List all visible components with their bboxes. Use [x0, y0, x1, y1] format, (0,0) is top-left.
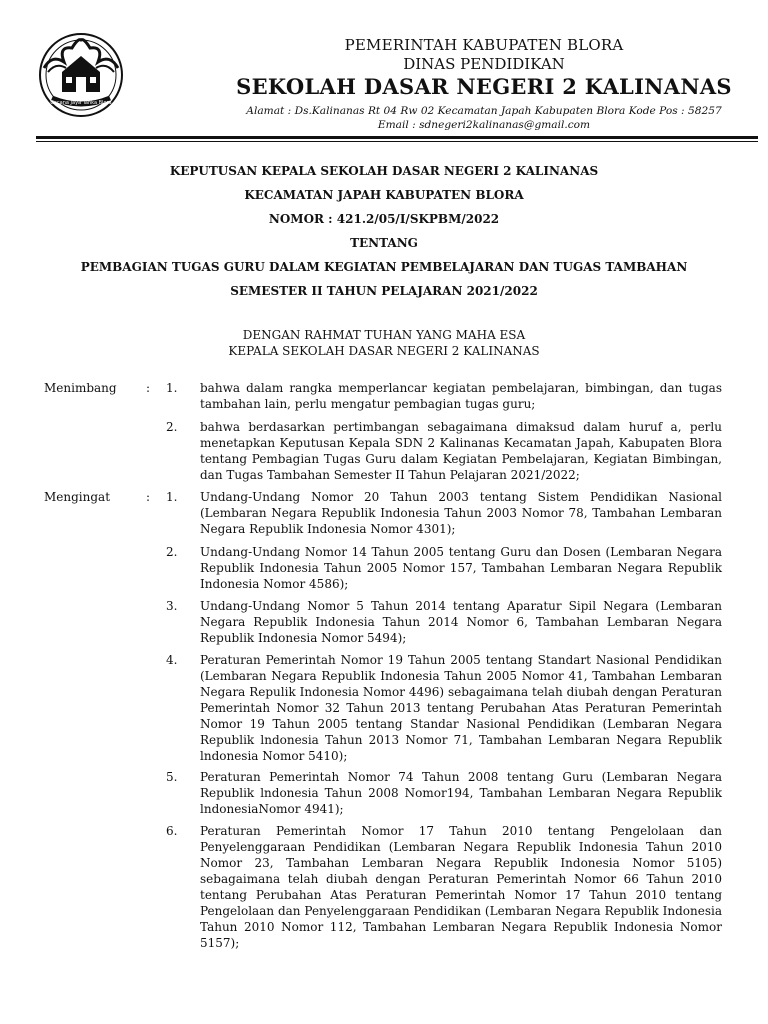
- menimbang-label: Menimbang: [44, 381, 117, 395]
- item-number: 1.: [166, 381, 178, 395]
- item-number: 5.: [166, 770, 178, 784]
- letterhead-rule-thin: [36, 141, 758, 142]
- government-name: PEMERINTAH KABUPATEN BLORA: [344, 36, 624, 54]
- item-text: Peraturan Pemerintah Nomor 19 Tahun 2005 tentang Standart Nasional Pendidikan (Lembaran Negara Republik Indonesia Tahun 2005 Nomor 41, Tambahan Lembaran Negara Repulik Indonesia Nomor 4496) sebagaimana telah diubah dengan Peraturan Pemerintah Nomor 32 Tahun 2013 tentang Perubahan Atas Peraturan Pemerintah Nomor 19 Tahun 2005 tentang Standar Nasional Pendidikan (Lembaran Negara Republik lndonesia Tahun 2013 Nomor 71, Tambahan Lembaran Negara Republik lndonesia Nomor 5410);: [200, 653, 722, 763]
- item-text: Undang-Undang Nomor 14 Tahun 2005 tentang Guru dan Dosen (Lembaran Negara Republik Indonesia Tahun 2005 Nomor 157, Tambahan Lembaran Negara Republik Indonesia Nomor 4586);: [200, 545, 722, 591]
- item-text: bahwa berdasarkan pertimbangan sebagaimana dimaksud dalam huruf a, perlu menetapkan Keputusan Kepala SDN 2 Kalinanas Kecamatan Japah, Kabupaten Blora tentang Pembagian Tugas Guru dalam Kegiatan Pembelajaran, Kegiatan Bimbingan, dan Tugas Tambahan Semester II Tahun Pelajaran 2021/2022;: [200, 420, 722, 482]
- item-text: Peraturan Pemerintah Nomor 17 Tahun 2010 tentang Pengelolaan dan Penyelenggaraan Pendidikan (Lembaran Negara Republik Indonesia Tahun 2010 Nomor 23, Tambahan Lembaran Negara Republik Indonesia Nomor 5105) sebagaimana telah diubah dengan Peraturan Pemerintah Nomor 66 Tahun 2010 tentang Perubahan Atas Peraturan Pemerintah Nomor 17 Tahun 2010 tentang Pengelolaan dan Penyelenggaraan Pendidikan (Lembaran Negara Republik Indonesia Tahun 2010 Nomor 112, Tambahan Lembaran Negara Republik Indonesia Nomor 5157);: [200, 824, 722, 950]
- letterhead-rule-thick: [36, 136, 758, 139]
- decree-title: KEPUTUSAN KEPALA SEKOLAH DASAR NEGERI 2 KALINANAS: [169, 164, 599, 178]
- decree-about-label: TENTANG: [350, 236, 418, 250]
- item-number: 1.: [166, 490, 178, 504]
- item-text: Undang-Undang Nomor 20 Tahun 2003 tentang Sistem Pendidikan Nasional (Lembaran Negara Republik Indonesia Tahun 2003 Nomor 78, Tambahan Lembaran Negara Republik Indonesia Nomor 4301);: [200, 490, 722, 536]
- decree-subtitle: KECAMATAN JAPAH KABUPATEN BLORA: [244, 188, 524, 202]
- item-number: 3.: [166, 599, 178, 613]
- item-text: bahwa dalam rangka memperlancar kegiatan pembelajaran, bimbingan, dan tugas tambahan lain, perlu mengatur pembagian tugas guru;: [200, 381, 722, 411]
- letterhead: [200, 36, 768, 100]
- decree-number: NOMOR : 421.2/05/I/SKPBM/2022: [268, 212, 500, 226]
- school-email: Email : sdnegeri2kalinanas@gmail.com: [377, 119, 591, 131]
- item-number: 2.: [166, 545, 178, 559]
- item-number: 2.: [166, 420, 178, 434]
- item-number: 6.: [166, 824, 178, 838]
- opening-line-1: DENGAN RAHMAT TUHAN YANG MAHA ESA: [242, 328, 526, 342]
- item-text: Peraturan Pemerintah Nomor 74 Tahun 2008 tentang Guru (Lembaran Negara Republik lndonesia Tahun 2008 Nomor194, Tambahan Lembaran Negara Republik lndonesiaNomor 4941);: [200, 770, 722, 816]
- item-number: 4.: [166, 653, 178, 667]
- item-text: Undang-Undang Nomor 5 Tahun 2014 tentang Aparatur Sipil Negara (Lembaran Negara Republik Indonesia Tahun 2014 Nomor 6, Tambahan Lembaran Negara Republik Indonesia Nomor 5494);: [200, 599, 722, 645]
- blora-regency-logo: [38, 32, 124, 118]
- mengingat-colon: :: [146, 490, 151, 504]
- opening-line-2: KEPALA SEKOLAH DASAR NEGERI 2 KALINANAS: [228, 344, 540, 358]
- decree-subject: PEMBAGIAN TUGAS GURU DALAM KEGIATAN PEMBELAJARAN DAN TUGAS TAMBAHAN: [80, 260, 688, 274]
- department-name: DINAS PENDIDIKAN: [403, 55, 565, 73]
- school-name: SEKOLAH DASAR NEGERI 2 KALINANAS: [236, 74, 732, 99]
- school-address: Alamat : Ds.Kalinanas Rt 04 Rw 02 Kecamatan Japah Kabupaten Blora Kode Pos : 58257: [246, 105, 722, 117]
- svg-text:Cacana Jaya Tanka Blora: Cacana Jaya Tanka Blora: [50, 100, 112, 106]
- decree-period: SEMESTER II TAHUN PELAJARAN 2021/2022: [230, 284, 538, 298]
- menimbang-colon: :: [146, 381, 151, 395]
- mengingat-label: Mengingat: [44, 490, 111, 504]
